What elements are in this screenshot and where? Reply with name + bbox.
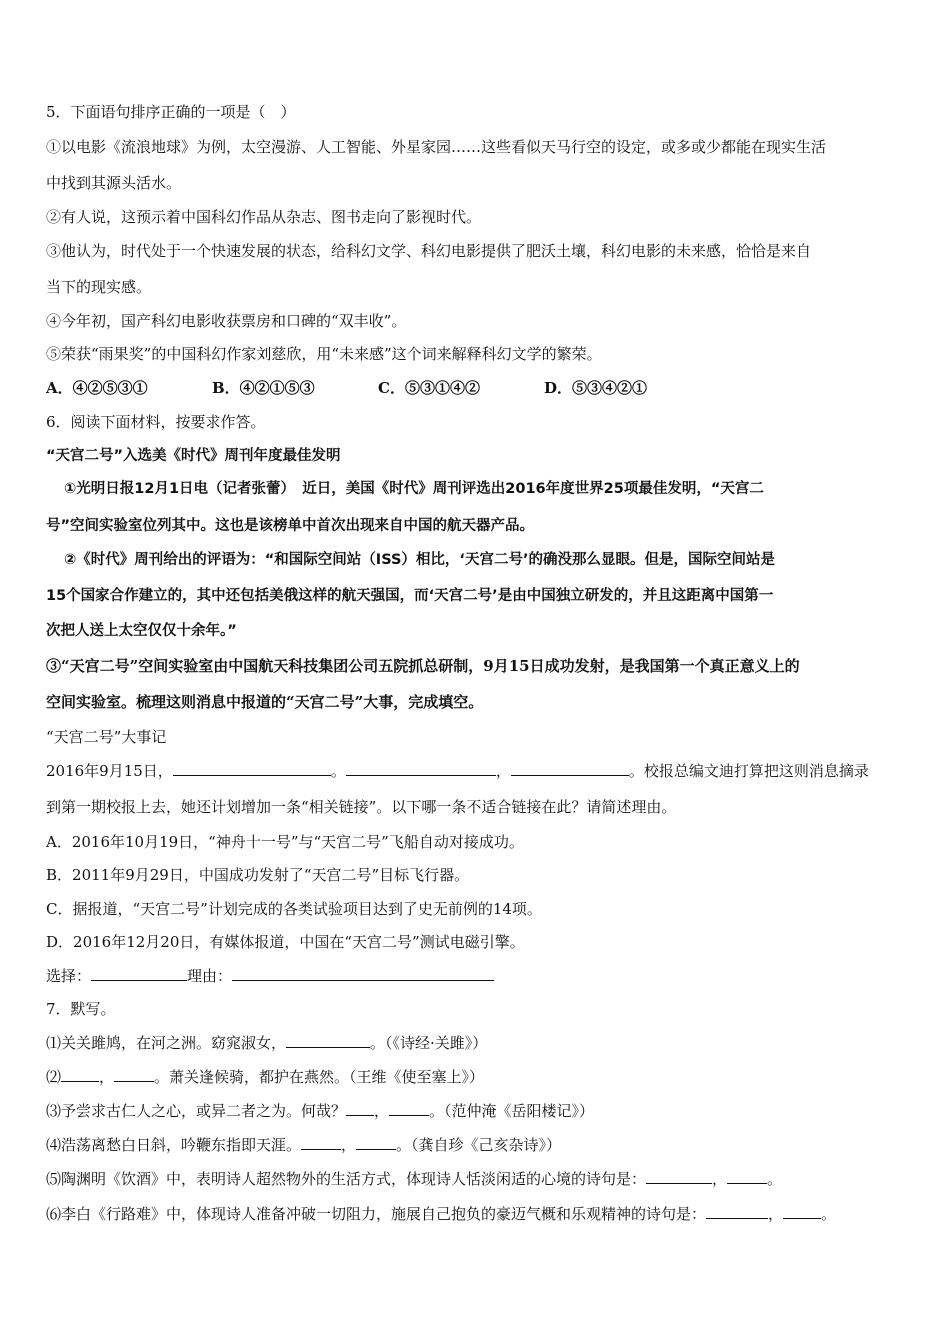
q6-fill-sep-2: ， xyxy=(495,762,511,780)
q5-option-c[interactable]: C．⑤③①④② xyxy=(378,379,480,397)
q5-sentence-1-cont: 中找到其源头活水。 xyxy=(46,174,182,192)
q7-item-5-text: ⑸陶渊明《饮酒》中，表明诗人超然物外的生活方式，体现诗人恬淡闲适的心境的诗句是： xyxy=(46,1170,647,1188)
q5-sentence-3: ③他认为，时代处于一个快速发展的状态，给科幻文学、科幻电影提供了肥沃土壤，科幻电影的未来感，恰恰是来自 xyxy=(46,242,812,260)
q7-item-3-blank-1[interactable] xyxy=(346,1101,374,1116)
q6-stem: 6．阅读下面材料，按要求作答。 xyxy=(46,413,266,431)
q5-option-a[interactable]: A．④②⑤③① xyxy=(46,379,148,397)
q6-option-b[interactable]: B．2011年9月29日，中国成功发射了“天宫二号”目标飞行器。 xyxy=(46,866,470,884)
q7-item-4-sep: ， xyxy=(341,1136,357,1154)
q6-para-2: ②《时代》周刊给出的评语为：“和国际空间站（ISS）相比，‘天宫二号’的确没那么显眼。但是，国际空间站是 xyxy=(64,552,775,568)
q7-item-1 xyxy=(46,1033,916,1053)
q6-answer-line xyxy=(46,966,916,986)
q7-stem: 7．默写。 xyxy=(46,1000,116,1018)
q7-item-2 xyxy=(46,1067,916,1087)
q5-sentence-1: ①以电影《流浪地球》为例，太空漫游、人工智能、外星家园……这些看似天马行空的设定，或多或少都能在现实生活 xyxy=(46,138,827,156)
q6-choose-label: 选择： xyxy=(46,967,92,985)
q7-item-2-num: ⑵ xyxy=(46,1068,62,1086)
q7-item-6 xyxy=(46,1204,926,1224)
q7-item-4 xyxy=(46,1135,916,1155)
q6-reason-blank[interactable] xyxy=(232,966,494,981)
q6-blank-1[interactable] xyxy=(173,761,331,776)
q5-option-d[interactable]: D．⑤③④②① xyxy=(544,379,648,397)
q6-blank-2[interactable] xyxy=(346,761,496,776)
q6-chronicle-title: “天宫二号”大事记 xyxy=(46,728,167,746)
q7-item-1-source: 。（《诗经·关雎》） xyxy=(370,1034,488,1052)
q6-headline: “天宫二号”入选美《时代》周刊年度最佳发明 xyxy=(46,448,341,464)
q5-sentence-2: ②有人说，这预示着中国科幻作品从杂志、图书走向了影视时代。 xyxy=(46,208,482,226)
q7-item-4-text: ⑷浩荡离愁白日斜，吟鞭东指即天涯。 xyxy=(46,1136,302,1154)
q7-item-4-blank-1[interactable] xyxy=(301,1135,341,1150)
q6-option-c[interactable]: C．据报道，“天宫二号”计划完成的各类试验项目达到了史无前例的14项。 xyxy=(46,900,542,918)
q6-blank-3[interactable] xyxy=(511,761,629,776)
q5-sentence-5: ⑤荣获“雨果奖”的中国科幻作家刘慈欣，用“未来感”这个词来解释科幻文学的繁荣。 xyxy=(46,345,602,363)
q7-item-6-sep: ， xyxy=(768,1205,784,1223)
q5-sentence-3-cont: 当下的现实感。 xyxy=(46,278,152,296)
q6-fill-suffix: 。校报总编文迪打算把这则消息摘录 xyxy=(628,762,869,780)
q7-item-5-sep: ， xyxy=(712,1170,728,1188)
q7-item-4-blank-2[interactable] xyxy=(356,1135,396,1150)
q7-item-6-text: ⑹李白《行路难》中，体现诗人准备冲破一切阻力，施展自己抱负的豪迈气概和乐观精神的诗句是： xyxy=(46,1205,707,1223)
q7-item-6-blank-2[interactable] xyxy=(783,1204,821,1219)
q7-item-3-source: 。（范仲淹《岳阳楼记》） xyxy=(429,1102,595,1120)
q7-item-1-text: ⑴关关雎鸠，在河之洲。窈窕淑女， xyxy=(46,1034,287,1052)
q6-para-2-cont-2: 次把人送上太空仅仅十余年。” xyxy=(46,623,237,639)
q6-option-d[interactable]: D．2016年12月20日，有媒体报道，中国在“天宫二号”测试电磁引擎。 xyxy=(46,933,525,951)
q6-fill-prefix: 2016年9月15日， xyxy=(46,762,173,780)
q7-item-3-sep: ， xyxy=(374,1102,390,1120)
q6-option-a[interactable]: A．2016年10月19日，“神舟十一号”与“天宫二号”飞船自动对接成功。 xyxy=(46,833,524,851)
q6-para-3: ③“天宫二号”空间实验室由中国航天科技集团公司五院抓总研制，9月15日成功发射，是我国第一个真正意义上的 xyxy=(46,657,800,675)
q5-option-b[interactable]: B．④②①⑤③ xyxy=(212,379,315,397)
q7-item-2-blank-1[interactable] xyxy=(61,1067,99,1082)
q7-item-3 xyxy=(46,1101,916,1121)
q6-fill-line-cont: 到第一期校报上去，她还计划增加一条“相关链接”。以下哪一条不适合链接在此？请简述理由。 xyxy=(46,798,677,816)
q7-item-2-text: 。萧关逢候骑，都护在燕然。（王维《使至塞上》） xyxy=(154,1068,485,1086)
q5-stem: 5．下面语句排序正确的一项是（ ） xyxy=(46,103,296,121)
q7-item-3-text: ⑶予尝求古仁人之心，或异二者之为。何哉？ xyxy=(46,1102,347,1120)
q6-para-1-cont: 号”空间实验室位列其中。这也是该榜单中首次出现来自中国的航天器产品。 xyxy=(46,518,535,534)
q7-item-1-blank[interactable] xyxy=(286,1033,370,1048)
q5-options xyxy=(46,378,916,398)
q7-item-5-blank-1[interactable] xyxy=(646,1169,712,1184)
q7-item-5-blank-2[interactable] xyxy=(727,1169,767,1184)
q6-fill-sep-1: 。 xyxy=(330,762,346,780)
q7-item-6-blank-1[interactable] xyxy=(706,1204,768,1219)
q6-para-3-cont: 空间实验室。梳理这则消息中报道的“天宫二号”大事，完成填空。 xyxy=(46,693,484,711)
q5-sentence-4: ④今年初，国产科幻电影收获票房和口碑的“双丰收”。 xyxy=(46,312,407,330)
q7-item-2-blank-2[interactable] xyxy=(114,1067,154,1082)
q7-item-2-sep: ， xyxy=(99,1068,115,1086)
q6-para-1: ①光明日报12月1日电（记者张蕾） 近日，美国《时代》周刊评选出2016年度世界25项最佳发明，“天宫二 xyxy=(64,481,764,497)
q6-choose-blank[interactable] xyxy=(91,966,187,981)
q7-item-4-source: 。（龚自珍《己亥杂诗》） xyxy=(396,1136,562,1154)
q7-item-5-end: 。 xyxy=(767,1170,783,1188)
q7-item-6-end: 。 xyxy=(821,1205,837,1223)
q7-item-5 xyxy=(46,1169,916,1189)
q6-fill-line xyxy=(46,761,916,781)
q6-reason-label: 理由： xyxy=(187,967,233,985)
q7-item-3-blank-2[interactable] xyxy=(389,1101,429,1116)
q6-para-2-cont-1: 15个国家合作建立的，其中还包括美俄这样的航天强国，而‘天宫二号’是由中国独立研发的，并且这距离中国第一 xyxy=(46,588,774,604)
